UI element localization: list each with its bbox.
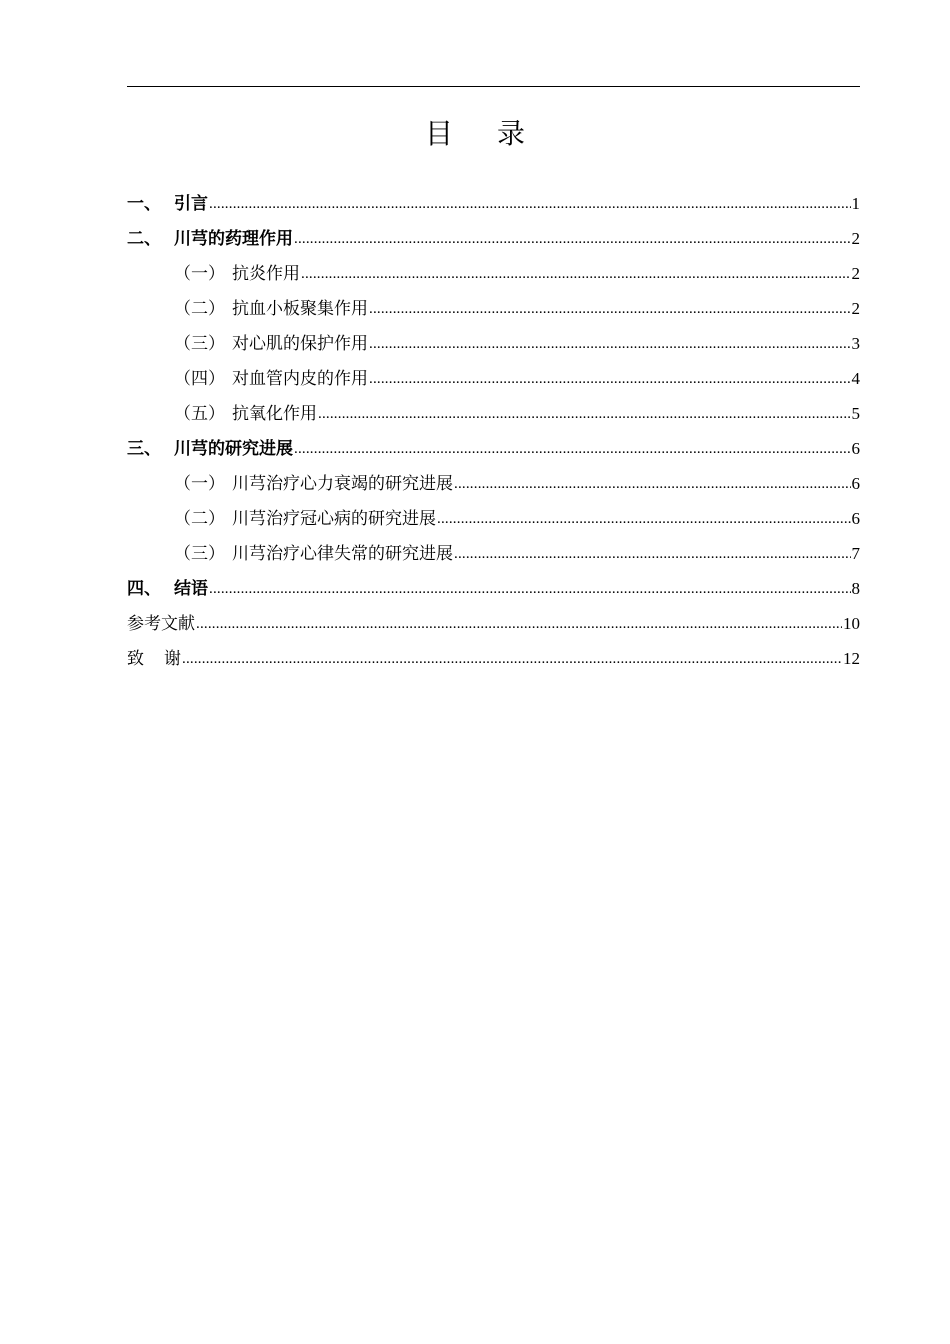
toc-entry-label: 参考文献 <box>127 614 195 634</box>
toc-title-left: 目 <box>424 117 453 150</box>
toc-entry-page: 2 <box>851 299 860 318</box>
toc-entry-number: （三） <box>174 334 225 354</box>
toc-leader-dots <box>369 298 851 320</box>
toc-leader-dots <box>209 193 851 215</box>
toc-entry[interactable] <box>127 565 860 600</box>
toc-entry-acknowledgements[interactable] <box>127 635 860 670</box>
toc-entry-number: 四、 <box>127 579 161 599</box>
toc-entry-number: （一） <box>174 474 225 494</box>
toc-subentry[interactable] <box>127 390 860 425</box>
toc-entry-number: （五） <box>174 404 225 424</box>
toc-entry-label: 川芎治疗冠心病的研究进展 <box>232 509 436 529</box>
toc-entry-page: 6 <box>851 509 860 528</box>
toc-entry-number: （二） <box>174 509 225 529</box>
table-of-contents <box>127 180 860 670</box>
toc-entry-page: 4 <box>851 369 860 388</box>
toc-entry-number: （三） <box>174 544 225 564</box>
toc-entry-page: 6 <box>851 439 860 458</box>
toc-leader-dots <box>294 438 851 460</box>
toc-entry[interactable] <box>127 215 860 250</box>
toc-entry-label: 结语 <box>174 579 208 599</box>
toc-entry-label: 川芎治疗心力衰竭的研究进展 <box>232 474 453 494</box>
toc-entry-number: （二） <box>174 299 225 319</box>
toc-entry-page: 7 <box>851 544 860 563</box>
toc-entry-page: 2 <box>851 229 860 248</box>
toc-entry-label <box>127 648 181 670</box>
toc-entry-number: 二、 <box>127 229 161 249</box>
toc-entry-page: 3 <box>851 334 860 353</box>
toc-subentry[interactable] <box>127 250 860 285</box>
toc-leader-dots <box>182 648 842 670</box>
toc-entry[interactable] <box>127 425 860 460</box>
toc-entry-page: 10 <box>843 614 860 633</box>
toc-entry[interactable] <box>127 180 860 215</box>
toc-leader-dots <box>369 368 851 390</box>
toc-entry-page: 2 <box>851 264 860 283</box>
toc-leader-dots <box>318 403 851 425</box>
toc-leader-dots <box>294 228 851 250</box>
toc-subentry[interactable] <box>127 285 860 320</box>
toc-leader-dots <box>437 508 851 530</box>
toc-subentry[interactable] <box>127 530 860 565</box>
toc-entry-number: 三、 <box>127 439 161 459</box>
toc-subentry[interactable] <box>127 495 860 530</box>
toc-entry-page: 1 <box>851 194 860 213</box>
toc-entry-label: 抗血小板聚集作用 <box>232 299 368 319</box>
toc-entry-page: 5 <box>851 404 860 423</box>
toc-leader-dots <box>209 578 851 600</box>
toc-subentry[interactable] <box>127 355 860 390</box>
toc-entry-label: 引言 <box>174 194 208 214</box>
toc-leader-dots <box>196 613 842 635</box>
toc-subentry[interactable] <box>127 460 860 495</box>
toc-entry-label: 川芎的研究进展 <box>174 439 293 459</box>
toc-leader-dots <box>369 333 851 355</box>
toc-entry-label: 对心肌的保护作用 <box>232 334 368 354</box>
toc-entry-label: 抗炎作用 <box>232 264 300 284</box>
toc-title <box>0 112 950 152</box>
toc-entry-label: 川芎的药理作用 <box>174 229 293 249</box>
toc-entry-label: 抗氧化作用 <box>232 404 317 424</box>
toc-entry-label: 对血管内皮的作用 <box>232 369 368 389</box>
toc-leader-dots <box>454 473 851 495</box>
toc-leader-dots <box>454 543 851 565</box>
toc-subentry[interactable] <box>127 320 860 355</box>
toc-entry-page: 6 <box>851 474 860 493</box>
toc-entry-number: 一、 <box>127 194 161 214</box>
header-rule <box>127 86 860 87</box>
toc-entry-number: （四） <box>174 369 225 389</box>
toc-entry-number: （一） <box>174 264 225 284</box>
ack-right-char: 谢 <box>164 649 181 669</box>
toc-entry-label: 川芎治疗心律失常的研究进展 <box>232 544 453 564</box>
toc-entry-page: 12 <box>843 649 860 668</box>
toc-entry-references[interactable] <box>127 600 860 635</box>
toc-leader-dots <box>301 263 851 285</box>
toc-entry-page: 8 <box>851 579 860 598</box>
toc-title-right: 录 <box>497 117 526 150</box>
ack-left-char: 致 <box>127 649 144 669</box>
